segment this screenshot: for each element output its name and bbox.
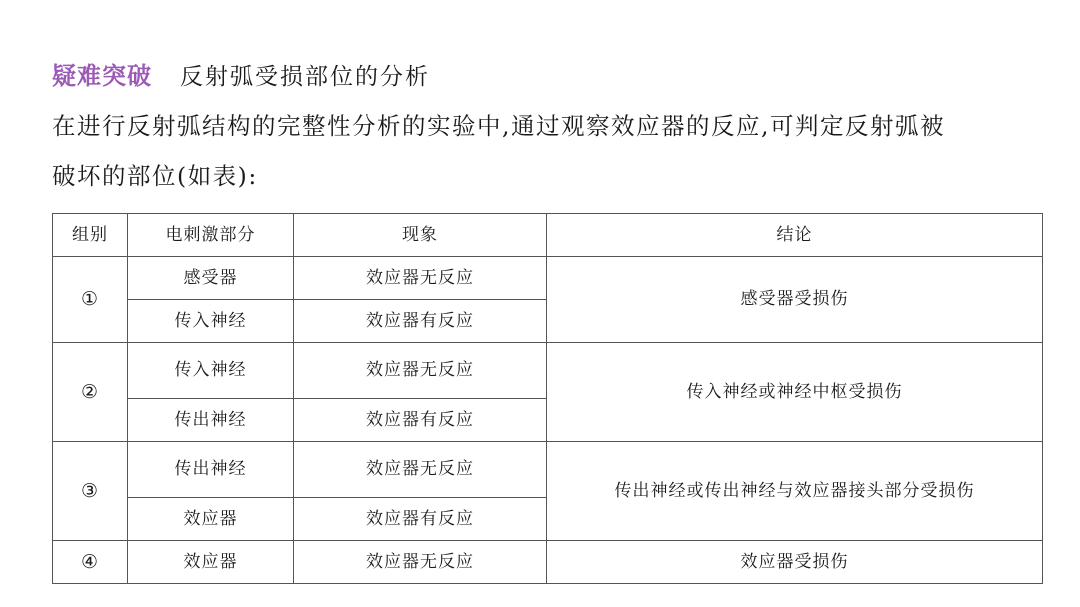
table-row xyxy=(53,343,1043,399)
intro-line-2: 破坏的部位(如表): xyxy=(52,162,258,190)
stimulus-part-cell: 传出神经 xyxy=(128,399,294,442)
table-header-row xyxy=(53,214,1043,257)
intro-line-1: 在进行反射弧结构的完整性分析的实验中,通过观察效应器的反应,可判定反射弧被 xyxy=(52,112,945,140)
header-stimulus-part: 电刺激部分 xyxy=(128,214,294,257)
table-row xyxy=(53,442,1043,498)
table-row xyxy=(53,541,1043,584)
table-row xyxy=(53,257,1043,300)
stimulus-part-cell: 传入神经 xyxy=(128,300,294,343)
phenomenon-cell: 效应器无反应 xyxy=(294,442,547,498)
stimulus-part-cell: 传出神经 xyxy=(128,442,294,498)
stimulus-part-cell: 效应器 xyxy=(128,541,294,584)
header-phenomenon: 现象 xyxy=(294,214,547,257)
conclusion-cell: 效应器受损伤 xyxy=(547,541,1043,584)
group-label-2: ② xyxy=(53,343,128,442)
conclusion-cell: 感受器受损伤 xyxy=(547,257,1043,343)
intro-paragraph xyxy=(52,101,1042,201)
stimulus-part-cell: 效应器 xyxy=(128,498,294,541)
phenomenon-cell: 效应器有反应 xyxy=(294,399,547,442)
phenomenon-cell: 效应器无反应 xyxy=(294,343,547,399)
header-conclusion: 结论 xyxy=(547,214,1043,257)
stimulus-part-cell: 传入神经 xyxy=(128,343,294,399)
phenomenon-cell: 效应器有反应 xyxy=(294,498,547,541)
reflex-arc-table xyxy=(52,213,1043,584)
phenomenon-cell: 效应器无反应 xyxy=(294,257,547,300)
header-group: 组别 xyxy=(53,214,128,257)
conclusion-cell: 传入神经或神经中枢受损伤 xyxy=(547,343,1043,442)
group-label-1: ① xyxy=(53,257,128,343)
group-label-3: ③ xyxy=(53,442,128,541)
heading-tag: 疑难突破 xyxy=(52,62,152,90)
conclusion-cell: 传出神经或传出神经与效应器接头部分受损伤 xyxy=(547,442,1043,541)
phenomenon-cell: 效应器无反应 xyxy=(294,541,547,584)
group-label-4: ④ xyxy=(53,541,128,584)
section-heading xyxy=(52,56,430,91)
heading-title: 反射弧受损部位的分析 xyxy=(180,64,430,90)
phenomenon-cell: 效应器有反应 xyxy=(294,300,547,343)
stimulus-part-cell: 感受器 xyxy=(128,257,294,300)
